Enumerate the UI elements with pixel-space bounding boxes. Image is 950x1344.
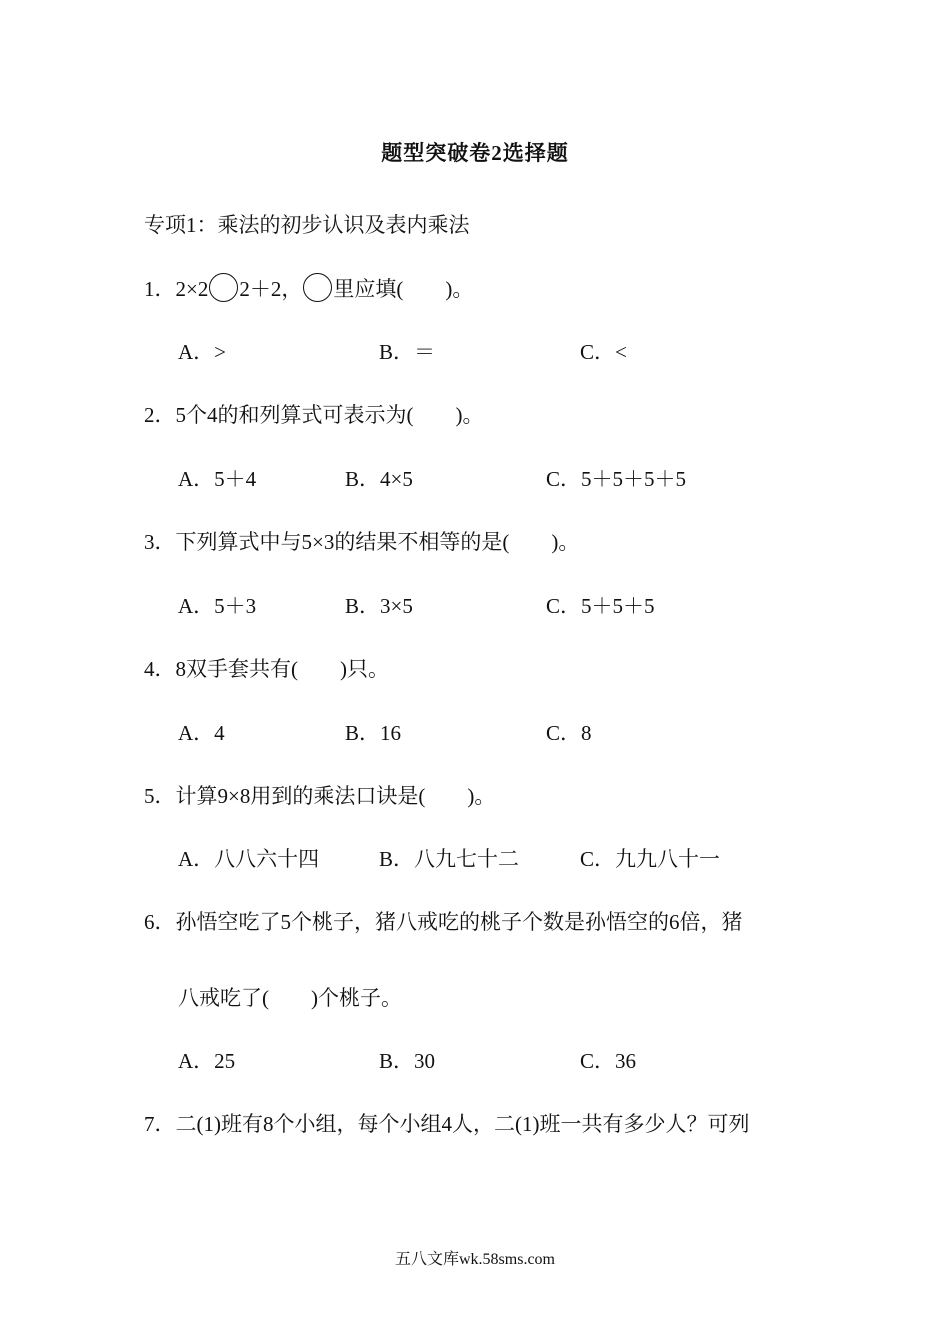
circle-blank-icon	[209, 273, 238, 302]
question-5: 5．计算9×8用到的乘法口诀是( )。	[144, 784, 496, 808]
q6-option-c[interactable]: C．36	[580, 1049, 637, 1073]
question-2: 2．5个4的和列算式可表示为( )。	[144, 403, 484, 427]
question-3: 3．下列算式中与5×3的结果不相等的是( )。	[144, 530, 580, 554]
q5-option-c[interactable]: C．九九八十一	[580, 847, 721, 871]
q2-option-b[interactable]: B．4×5	[345, 467, 413, 491]
q2-option-c[interactable]: C．5＋5＋5＋5	[546, 467, 687, 491]
q6-option-a[interactable]: A．25	[178, 1049, 236, 1073]
question-1	[144, 273, 473, 303]
question-1-middle: 2＋2，	[239, 277, 303, 301]
question-7-line-1: 7．二(1)班有8个小组，每个小组4人，二(1)班一共有多少人？可列	[144, 1112, 750, 1136]
q5-option-a[interactable]: A．八八六十四	[178, 847, 320, 871]
circle-blank-icon	[303, 273, 332, 302]
q6-option-b[interactable]: B．30	[379, 1049, 436, 1073]
question-6-line-2: 八戒吃了( )个桃子。	[178, 986, 402, 1010]
q3-option-a[interactable]: A．5＋3	[178, 594, 257, 618]
question-1-suffix: 里应填( )。	[333, 277, 474, 301]
section-heading: 专项1：乘法的初步认识及表内乘法	[144, 213, 470, 237]
page-title: 题型突破卷2选择题	[381, 141, 569, 165]
q3-option-b[interactable]: B．3×5	[345, 594, 413, 618]
q5-option-b[interactable]: B．八九七十二	[379, 847, 520, 871]
q1-option-a[interactable]: A．>	[178, 340, 227, 364]
q3-option-c[interactable]: C．5＋5＋5	[546, 594, 655, 618]
question-4: 4．8双手套共有( )只。	[144, 657, 389, 681]
q1-option-b[interactable]: B．＝	[379, 340, 436, 364]
q2-option-a[interactable]: A．5＋4	[178, 467, 257, 491]
q4-option-c[interactable]: C．8	[546, 721, 592, 745]
page-footer: 五八文库wk.58sms.com	[394, 1251, 555, 1268]
q4-option-a[interactable]: A．4	[178, 721, 225, 745]
question-6-line-1: 6．孙悟空吃了5个桃子，猪八戒吃的桃子个数是孙悟空的6倍，猪	[144, 910, 743, 934]
q4-option-b[interactable]: B．16	[345, 721, 402, 745]
question-1-prefix: 1．2×2	[144, 277, 209, 301]
q1-option-c[interactable]: C．<	[580, 340, 627, 364]
